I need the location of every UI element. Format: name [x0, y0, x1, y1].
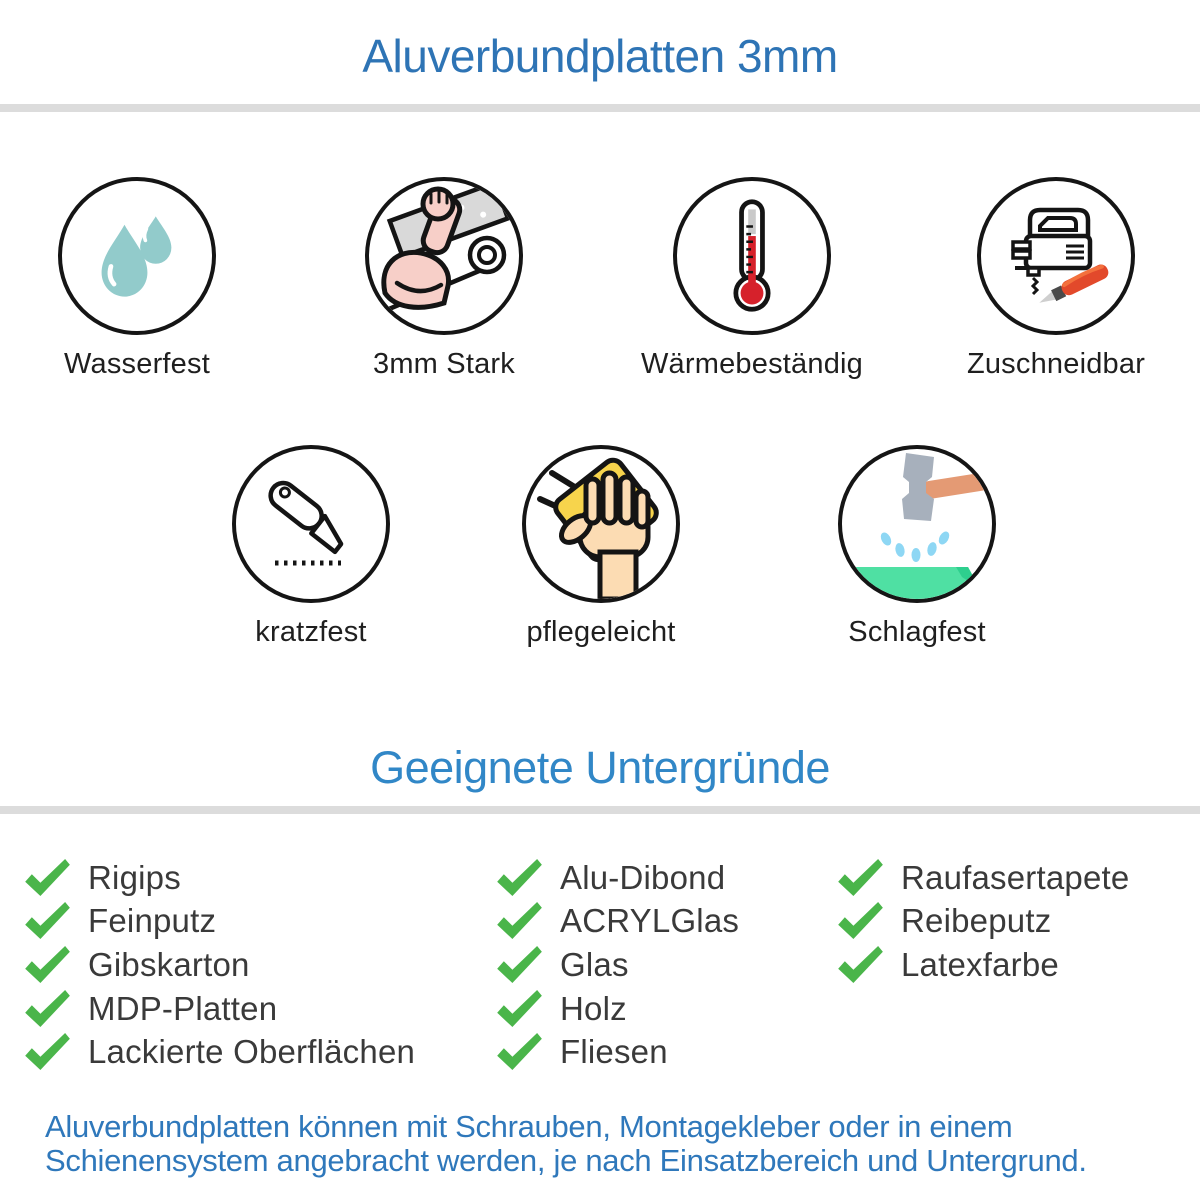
check-icon	[497, 902, 543, 940]
check-icon	[838, 946, 884, 984]
check-icon	[25, 859, 71, 897]
feature-label: Schlagfest	[848, 616, 986, 648]
list-item	[838, 856, 1129, 900]
list-item-label: MDP-Platten	[88, 989, 278, 1027]
list-item-label: Lackierte Oberflächen	[88, 1033, 416, 1071]
feature-label: Wasserfest	[64, 348, 210, 380]
check-icon	[25, 902, 71, 940]
list-item-label: Fliesen	[560, 1033, 668, 1071]
list-item-label: Feinputz	[88, 902, 217, 940]
list-item	[838, 943, 1129, 987]
feature-label: Zuschneidbar	[966, 348, 1146, 380]
list-item	[25, 1030, 415, 1074]
hammer-impact-icon	[838, 445, 996, 603]
feature-label: Wärmebeständig	[640, 348, 863, 380]
section-title: Geeignete Untergründe	[370, 742, 830, 793]
feature-waermebestaendig	[602, 177, 902, 381]
check-icon	[497, 859, 543, 897]
footer-note	[45, 1110, 1170, 1178]
check-icon	[497, 1033, 543, 1071]
check-icon	[25, 990, 71, 1028]
wiping-hand-icon	[522, 445, 680, 603]
list-item-label: ACRYLGlas	[560, 902, 740, 940]
page-title: Aluverbundplatten 3mm	[362, 30, 838, 82]
top-divider	[0, 104, 1200, 112]
check-icon	[838, 902, 884, 940]
list-item	[25, 856, 415, 900]
list-item	[25, 943, 415, 987]
feature-zuschneidbar	[906, 177, 1200, 381]
feature-label: pflegeleicht	[526, 616, 676, 648]
list-item	[25, 900, 415, 944]
check-icon	[497, 990, 543, 1028]
footer-line-1: Aluverbundplatten können mit Schrauben, Montagekleber oder in einem	[45, 1109, 1013, 1144]
substrates-column-1	[25, 856, 415, 1074]
feature-pflegeleicht	[451, 445, 751, 649]
substrates-column-2	[497, 856, 739, 1074]
list-item-label: Rigips	[88, 858, 181, 896]
check-icon	[25, 1033, 71, 1071]
list-item-label: Holz	[560, 989, 627, 1027]
list-item-label: Reibeputz	[901, 902, 1052, 940]
substrates-column-3	[838, 856, 1129, 987]
feature-wasserfest	[0, 177, 287, 381]
footer-line-2: Schienensystem angebracht werden, je nach Einsatzbereich und Untergrund.	[45, 1143, 1087, 1178]
check-icon	[497, 946, 543, 984]
list-item-label: Raufasertapete	[901, 858, 1130, 896]
flexed-biceps-panel-icon	[365, 177, 523, 335]
list-item	[25, 987, 415, 1031]
list-item-label: Latexfarbe	[901, 945, 1059, 983]
middle-divider	[0, 806, 1200, 814]
jigsaw-cutter-icon	[977, 177, 1135, 335]
list-item	[497, 856, 739, 900]
list-item	[497, 1030, 739, 1074]
water-drops-icon	[58, 177, 216, 335]
feature-3mm-stark	[294, 177, 594, 381]
feature-label: 3mm Stark	[373, 348, 515, 380]
feature-label: kratzfest	[255, 616, 367, 648]
feature-schlagfest	[767, 445, 1067, 649]
list-item-label: Glas	[560, 945, 629, 983]
list-item-label: Gibskarton	[88, 945, 250, 983]
check-icon	[25, 946, 71, 984]
list-item	[497, 987, 739, 1031]
utility-knife-icon	[232, 445, 390, 603]
list-item	[497, 900, 739, 944]
feature-kratzfest	[161, 445, 461, 649]
list-item-label: Alu-Dibond	[560, 858, 726, 896]
thermometer-icon	[673, 177, 831, 335]
list-item	[497, 943, 739, 987]
check-icon	[838, 859, 884, 897]
list-item	[838, 900, 1129, 944]
